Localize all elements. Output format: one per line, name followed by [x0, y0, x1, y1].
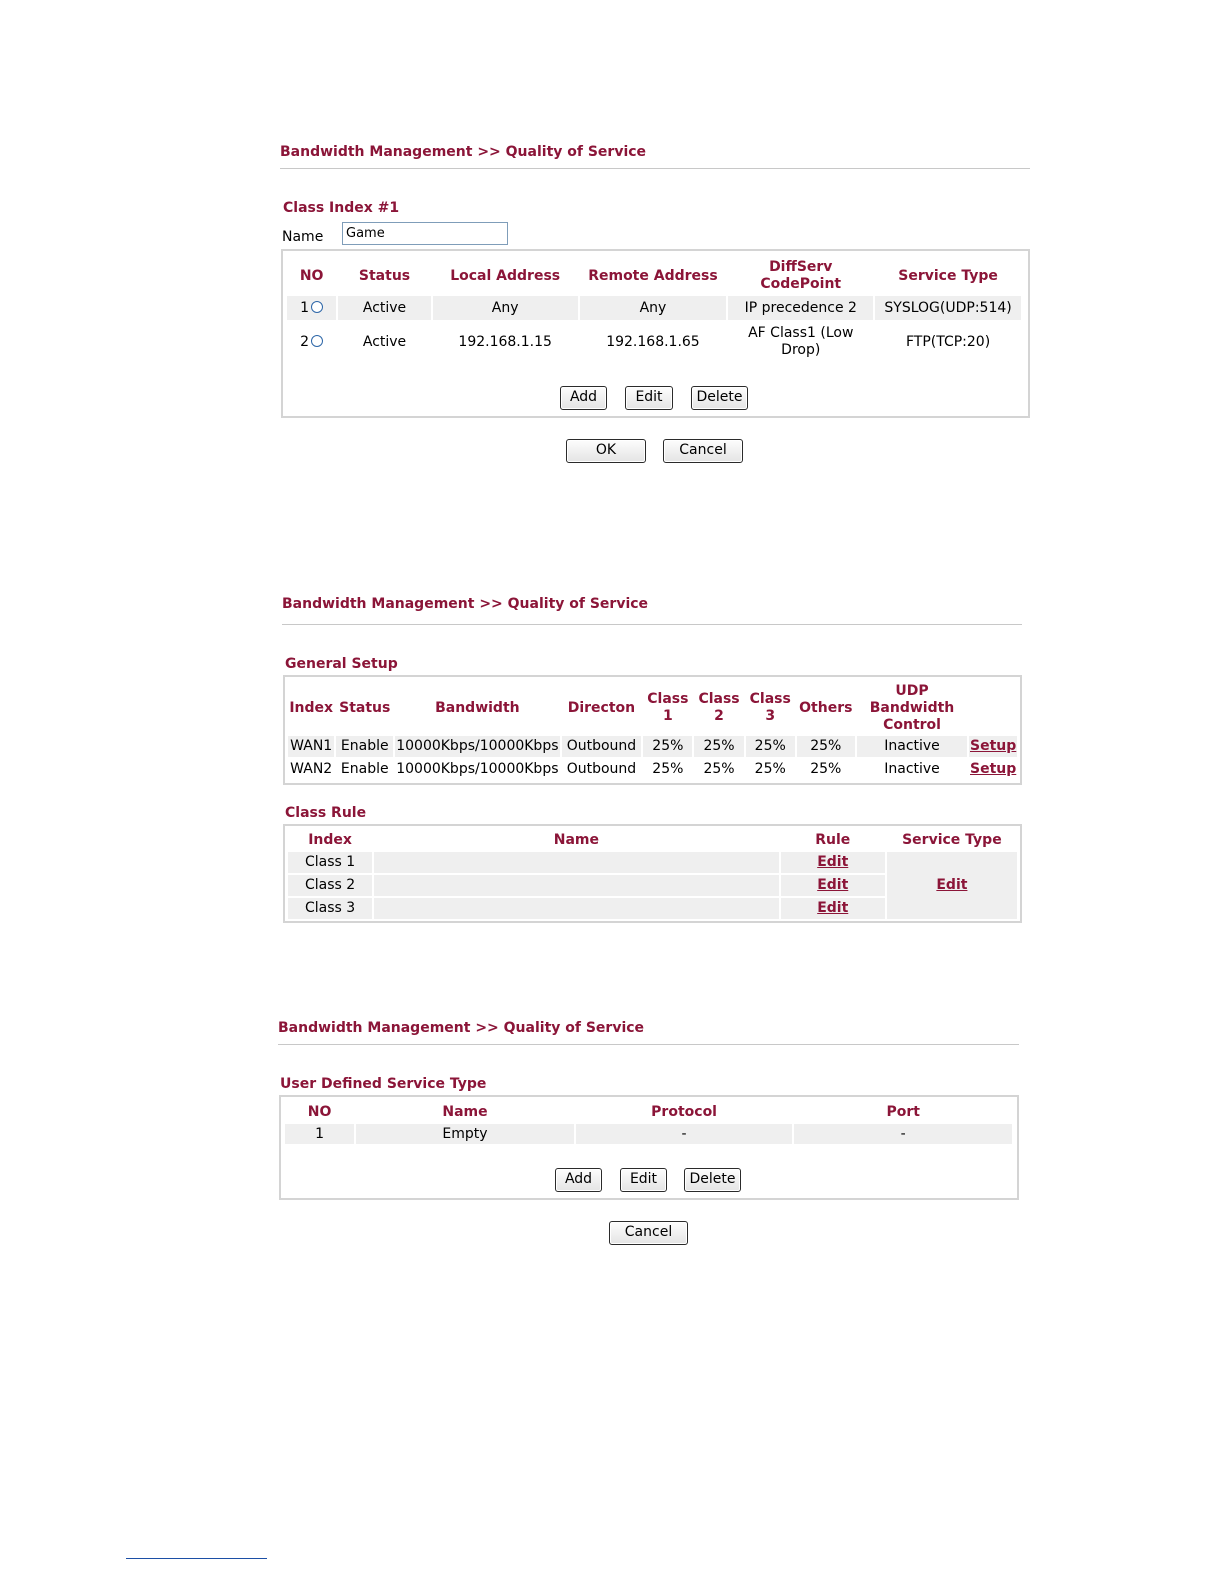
col-local-address: Local Address: [450, 267, 561, 284]
table-row: [287, 296, 1021, 320]
row-class-1: 25%: [652, 761, 684, 777]
row-service: FTP(TCP:20): [905, 333, 991, 350]
row-action-cell: [969, 759, 1017, 780]
row-others: 25%: [797, 736, 855, 757]
col-service-type: Service Type: [898, 267, 998, 284]
row-index: WAN1: [288, 736, 334, 757]
cancel-button[interactable]: Cancel: [663, 439, 743, 463]
footnote-divider: [126, 1558, 267, 1559]
title-divider: [282, 624, 1022, 625]
page-title: Bandwidth Management >> Quality of Service: [280, 144, 647, 160]
page-title: Bandwidth Management >> Quality of Service: [278, 1020, 645, 1036]
row-no-cell: [287, 296, 336, 320]
col-status: Status: [339, 699, 391, 716]
row-codepoint: IP precedence 2: [728, 296, 873, 320]
ok-button[interactable]: OK: [566, 439, 646, 463]
col-others: Others: [799, 699, 853, 716]
service-type-cell: [887, 852, 1017, 919]
rule-table: [285, 256, 1023, 364]
row-local: Any: [433, 296, 578, 320]
edit-button[interactable]: Edit: [625, 386, 673, 410]
row-codepoint: AF Class1 (Low Drop): [748, 325, 854, 358]
rule-index: Class 2: [288, 875, 372, 896]
col-action: [969, 682, 1017, 734]
col-service-type: Service Type: [902, 831, 1002, 848]
row-class-3: 25%: [746, 736, 795, 757]
col-udp-bandwidth-control: UDP Bandwidth Control: [869, 682, 955, 733]
table-row: [285, 1124, 1012, 1144]
general-setup-label: General Setup: [285, 656, 398, 672]
row-bandwidth: 10000Kbps/10000Kbps: [395, 736, 559, 757]
col-diffserv-codepoint: DiffServ CodePoint: [760, 259, 842, 292]
row-direction: Outbound: [562, 736, 642, 757]
row-no: 2: [300, 333, 310, 350]
add-button[interactable]: Add: [560, 386, 607, 410]
col-rule: Rule: [815, 831, 851, 848]
edit-button[interactable]: Edit: [620, 1168, 667, 1192]
col-remote-address: Remote Address: [588, 267, 718, 284]
col-protocol: Protocol: [651, 1103, 717, 1120]
table-row: [287, 322, 1021, 362]
row-status: Enable: [340, 761, 389, 777]
title-divider: [280, 168, 1030, 169]
row-status: Active: [338, 296, 431, 320]
row-class-3: 25%: [754, 761, 786, 777]
rule-edit-cell: [781, 898, 885, 919]
general-setup-table: [286, 680, 1019, 782]
row-remote: Any: [580, 296, 727, 320]
row-name: Empty: [356, 1124, 574, 1144]
col-bandwidth: Bandwidth: [435, 699, 520, 716]
class-2-rule-edit-link[interactable]: Edit: [817, 877, 849, 893]
row-status: Active: [362, 333, 407, 350]
row-others: 25%: [810, 761, 842, 777]
class-rule-table: [286, 828, 1019, 921]
col-direction: Directon: [567, 699, 636, 716]
rule-index: Class 3: [288, 898, 372, 919]
col-class-2: Class 2: [698, 691, 740, 724]
row-remote: 192.168.1.65: [606, 333, 700, 350]
row-port: -: [794, 1124, 1012, 1144]
row-status: Enable: [336, 736, 393, 757]
row-1-radio[interactable]: [311, 301, 323, 313]
class-3-rule-edit-link[interactable]: Edit: [817, 900, 849, 916]
row-no: 1: [300, 299, 310, 316]
row-action-cell: [969, 736, 1017, 757]
col-class-1: Class 1: [647, 691, 689, 724]
page-title: Bandwidth Management >> Quality of Service: [282, 596, 649, 612]
row-service: SYSLOG(UDP:514): [875, 296, 1021, 320]
rule-edit-cell: [781, 875, 885, 896]
rule-name: [374, 898, 779, 919]
col-name: Name: [553, 831, 599, 848]
col-status: Status: [358, 267, 411, 284]
name-label: Name: [282, 229, 324, 245]
table-row: [288, 852, 1017, 873]
delete-button[interactable]: Delete: [684, 1168, 741, 1192]
class-1-rule-edit-link[interactable]: Edit: [817, 854, 849, 870]
rule-index: Class 1: [288, 852, 372, 873]
row-class-2: 25%: [694, 736, 743, 757]
col-port: Port: [886, 1103, 920, 1120]
row-no-cell: [287, 322, 336, 362]
wan1-setup-link[interactable]: Setup: [970, 738, 1017, 754]
row-local: 192.168.1.15: [458, 333, 552, 350]
cancel-button[interactable]: Cancel: [609, 1221, 688, 1245]
table-row: [288, 736, 1017, 757]
col-no: NO: [307, 1103, 332, 1120]
row-2-radio[interactable]: [311, 335, 323, 347]
row-index: WAN2: [290, 761, 333, 777]
row-udp: Inactive: [857, 736, 968, 757]
row-class-2: 25%: [703, 761, 735, 777]
col-index: Index: [308, 831, 352, 848]
rule-name: [374, 875, 779, 896]
add-button[interactable]: Add: [555, 1168, 602, 1192]
col-index: Index: [289, 699, 334, 716]
table-row: [288, 759, 1017, 780]
class-rule-label: Class Rule: [285, 805, 367, 821]
class-index-label: Class Index #1: [283, 200, 400, 216]
row-udp: Inactive: [884, 761, 940, 777]
row-no: 1: [285, 1124, 354, 1144]
row-class-1: 25%: [643, 736, 692, 757]
col-name: Name: [442, 1103, 488, 1120]
row-direction: Outbound: [566, 761, 637, 777]
col-class-3: Class 3: [749, 691, 791, 724]
rule-edit-cell: [781, 852, 885, 873]
title-divider: [278, 1044, 1019, 1045]
name-input[interactable]: Game: [342, 222, 508, 245]
user-defined-service-type-label: User Defined Service Type: [280, 1076, 487, 1092]
col-no: NO: [299, 267, 324, 284]
row-protocol: -: [576, 1124, 793, 1144]
wan2-setup-link[interactable]: Setup: [970, 761, 1017, 777]
delete-button[interactable]: Delete: [691, 386, 748, 410]
service-type-edit-link[interactable]: Edit: [936, 877, 968, 893]
row-bandwidth: 10000Kbps/10000Kbps: [396, 761, 559, 777]
service-type-table: [283, 1100, 1014, 1146]
rule-name: [374, 852, 779, 873]
